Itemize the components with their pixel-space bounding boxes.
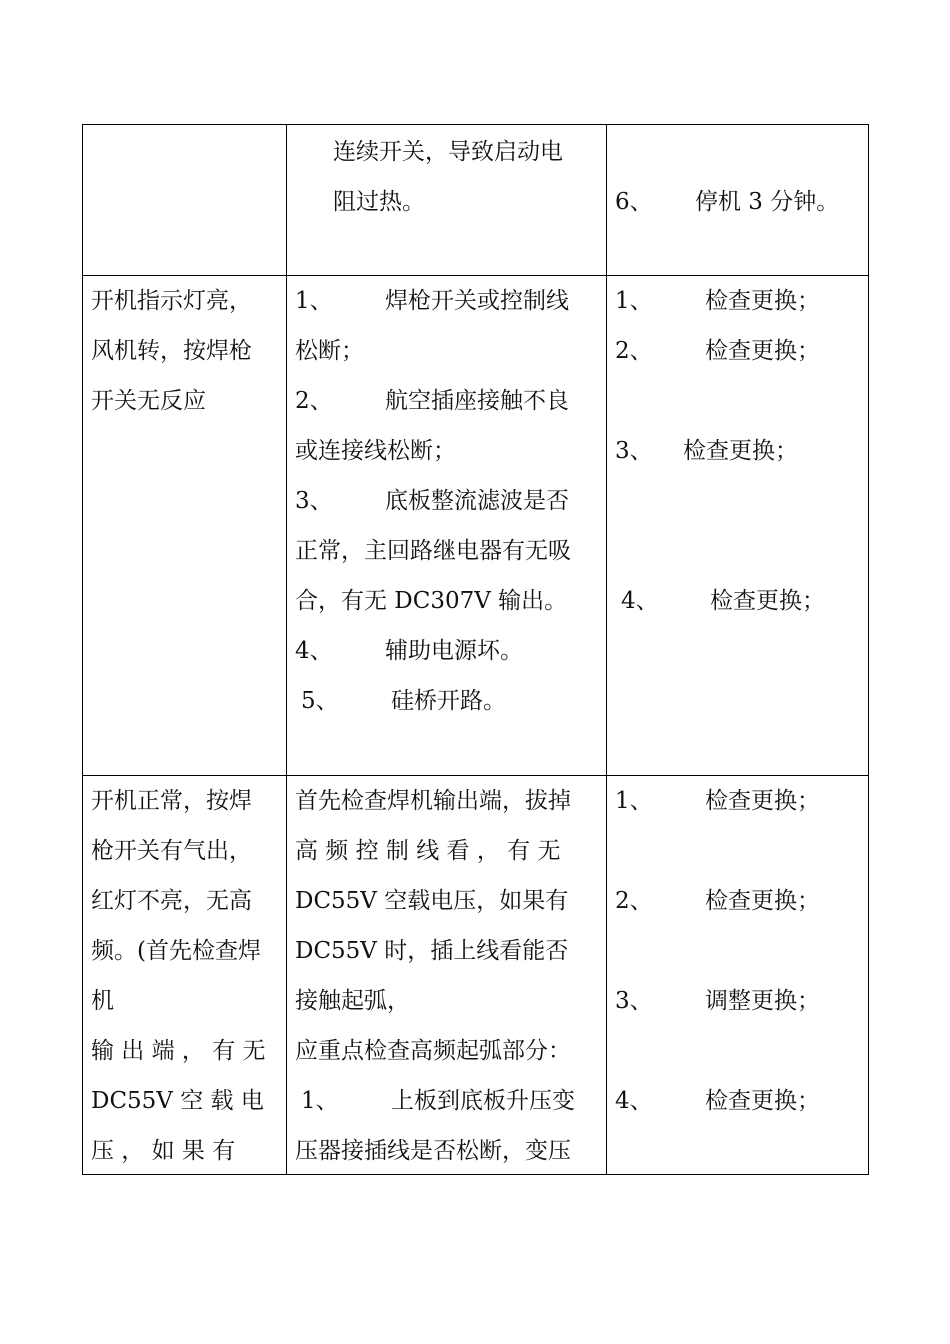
- cause-item: [295, 376, 598, 426]
- table-row: [83, 276, 869, 776]
- symptom-line: 开机正常，按焊: [91, 788, 252, 814]
- cause-line: DC55V 时，插上线看能否: [295, 938, 569, 964]
- fix-item: [615, 177, 860, 227]
- fix-number: 1、: [615, 288, 653, 314]
- cause-text: 航空插座接触不良: [385, 388, 569, 414]
- cause-text: 底板整流滤波是否: [385, 488, 569, 514]
- cause-text: 焊枪开关或控制线: [385, 288, 569, 314]
- cause-line: 松断；: [295, 338, 364, 364]
- symptom-line: 风机转，按焊枪: [91, 338, 252, 364]
- fix-number: 4、: [615, 1088, 653, 1114]
- symptom-line: 开机指示灯亮，: [91, 288, 252, 314]
- fix-text: 停机 3 分钟。: [695, 189, 840, 215]
- symptom-line: 红灯不亮，无高: [91, 888, 252, 914]
- table-row: [83, 125, 869, 276]
- fix-item: [615, 876, 860, 926]
- fix-number: 2、: [615, 338, 653, 364]
- cause-number: 1、: [295, 288, 333, 314]
- spacer: [615, 826, 860, 876]
- fix-number: 3、: [615, 988, 653, 1014]
- cause-line: 压器接插线是否松断，变压: [295, 1138, 571, 1164]
- cause-number: 1、: [301, 1088, 339, 1114]
- fix-text: 检查更换；: [705, 888, 820, 914]
- symptom-line: 机: [91, 988, 114, 1014]
- cause-item: [295, 476, 598, 526]
- cause-number: 2、: [295, 388, 333, 414]
- fix-cell: [607, 276, 869, 775]
- symptom-cell: [83, 776, 287, 1174]
- fix-number: 1、: [615, 788, 653, 814]
- fix-text: 调整更换；: [705, 988, 820, 1014]
- fix-number: 6、: [615, 189, 653, 215]
- spacer: [615, 376, 860, 426]
- symptom-line: 频。(首先检查焊: [91, 938, 261, 964]
- troubleshooting-table: [82, 124, 869, 1175]
- cause-line: 合，有无 DC307V 输出。: [295, 588, 568, 614]
- cause-cell: [287, 776, 607, 1174]
- symptom-cell: [83, 125, 287, 275]
- spacer: [615, 1026, 860, 1076]
- cause-line: DC55V 空载电压，如果有: [295, 888, 569, 914]
- cause-text: 硅桥开路。: [391, 688, 506, 714]
- fix-text: 检查更换；: [705, 338, 820, 364]
- fix-text: 检查更换；: [705, 1088, 820, 1114]
- cause-number: 4、: [295, 638, 333, 664]
- fix-item: [615, 276, 860, 326]
- fix-cell: [607, 776, 869, 1174]
- fix-cell: [607, 125, 869, 275]
- fix-item: [615, 576, 860, 626]
- symptom-line: 枪开关有气出，: [91, 838, 252, 864]
- fix-text: 检查更换；: [705, 788, 820, 814]
- cause-line: 阻过热。: [333, 189, 425, 215]
- table-row: [83, 776, 869, 1175]
- fix-item: [615, 1076, 860, 1126]
- fix-text: 检查更换；: [683, 438, 798, 464]
- cause-cell: [287, 276, 607, 775]
- cause-number: 5、: [301, 688, 339, 714]
- symptom-line: 开关无反应: [91, 388, 206, 414]
- cause-item: [295, 676, 598, 726]
- cause-line: 正常，主回路继电器有无吸: [295, 538, 571, 564]
- fix-text: 检查更换；: [705, 288, 820, 314]
- fix-item: [615, 976, 860, 1026]
- symptom-line: DC55V 空 载 电: [91, 1088, 264, 1114]
- fix-text: 检查更换；: [710, 588, 825, 614]
- spacer: [615, 476, 860, 526]
- symptom-line: 输 出 端 ， 有 无: [91, 1038, 266, 1064]
- fix-item: [615, 776, 860, 826]
- cause-text: 上板到底板升压变: [391, 1088, 575, 1114]
- spacer: [615, 926, 860, 976]
- cause-item: [295, 1076, 598, 1126]
- cause-text: 辅助电源坏。: [385, 638, 523, 664]
- cause-number: 3、: [295, 488, 333, 514]
- cause-line: 首先检查焊机输出端，拔掉: [295, 788, 571, 814]
- cause-line: 连续开关，导致启动电: [333, 139, 563, 165]
- cause-item: [295, 276, 598, 326]
- cause-line: 或连接线松断；: [295, 438, 456, 464]
- cause-line: 高 频 控 制 线 看 ， 有 无: [295, 838, 561, 864]
- symptom-line: 压 ， 如 果 有: [91, 1138, 236, 1164]
- fix-number: 3、: [615, 438, 653, 464]
- cause-line: 接触起弧，: [295, 988, 410, 1014]
- spacer: [615, 526, 860, 576]
- fix-number: 2、: [615, 888, 653, 914]
- cause-line: 应重点检查高频起弧部分：: [295, 1038, 571, 1064]
- fix-number: 4、: [621, 588, 659, 614]
- fix-item: [615, 426, 860, 476]
- fix-item: [615, 326, 860, 376]
- symptom-cell: [83, 276, 287, 775]
- cause-cell: [287, 125, 607, 275]
- cause-item: [295, 626, 598, 676]
